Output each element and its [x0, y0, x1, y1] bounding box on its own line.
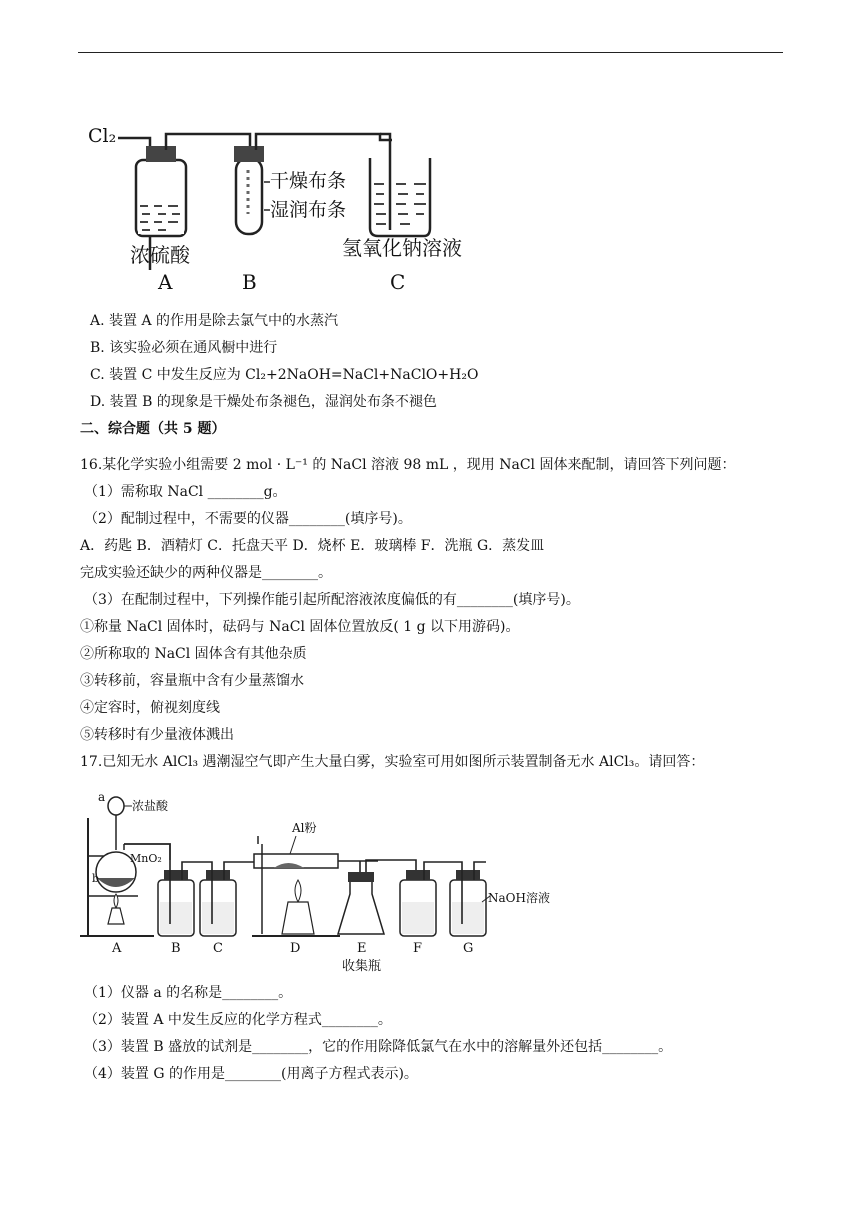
header-rule	[78, 52, 783, 53]
fig1-label-a-reagent: 浓硫酸	[130, 243, 190, 267]
fig2-letter-d: D	[290, 941, 301, 956]
q15-option-b: B. 该实验必须在通风橱中进行	[90, 340, 278, 356]
fig1-letter-c: C	[390, 270, 406, 294]
q16-part-1: （1）需称取 NaCl ________g。	[84, 484, 287, 500]
fig2-label-a: a	[98, 790, 106, 804]
q17-part-1: （1）仪器 a 的名称是________。	[84, 985, 293, 1001]
fig1-label-c-reagent: 氢氧化钠溶液	[342, 236, 462, 260]
fig2-mno2: MnO₂	[130, 852, 162, 865]
fig2-naoh: NaOH溶液	[488, 891, 550, 905]
fig1-letter-b: B	[242, 270, 257, 294]
q17-part-3: （3）装置 B 盛放的试剂是________，它的作用除降低氯气在水中的溶解量外还包括________。	[84, 1039, 673, 1055]
q16-op-1: ①称量 NaCl 固体时，砝码与 NaCl 固体位置放反( 1 g 以下用游码)。	[80, 619, 520, 635]
q16-instruments: A．药匙 B．酒精灯 C．托盘天平 D．烧杯 E．玻璃棒 F．洗瓶 G．蒸发皿	[80, 538, 545, 554]
q17-stem: 17.已知无水 AlCl₃ 遇潮湿空气即产生大量白雾，实验室可用如图所示装置制备无水 AlCl₃。请回答：	[80, 754, 705, 770]
fig2-letter-g: G	[463, 941, 474, 956]
q16-part-2: （2）配制过程中，不需要的仪器________(填序号)。	[84, 511, 412, 527]
q17-part-2: （2）装置 A 中发生反应的化学方程式________。	[84, 1012, 392, 1028]
q16-op-3: ③转移前，容量瓶中含有少量蒸馏水	[80, 673, 304, 689]
fig2-collector: 收集瓶	[342, 959, 382, 974]
fig2-letter-f: F	[413, 941, 423, 956]
q16-op-5: ⑤转移时有少量液体溅出	[80, 727, 234, 743]
flask-e	[338, 880, 384, 934]
q15-option-c: C. 装置 C 中发生反应为 Cl₂+2NaOH=NaCl+NaClO+H₂O	[90, 367, 479, 383]
fig2-letter-e: E	[357, 941, 367, 956]
fig2-letter-a: A	[112, 941, 122, 956]
tube-b	[236, 158, 262, 234]
figure-chlorine-apparatus	[80, 110, 500, 295]
q16-stem: 16.某化学实验小组需要 2 mol · L⁻¹ 的 NaCl 溶液 98 mL ，现用 NaCl 固体来配制，请回答下列问题：	[80, 457, 736, 473]
q16-missing: 完成实验还缺少的两种仪器是________。	[80, 565, 332, 581]
fig2-letter-c: C	[213, 941, 223, 956]
fig1-gas-label: Cl₂	[88, 125, 117, 147]
q17-part-4: （4）装置 G 的作用是________(用离子方程式表示)。	[84, 1066, 418, 1082]
fig1-dry-cloth: 干燥布条	[270, 170, 347, 192]
fig2-label-b: b	[92, 872, 100, 885]
q16-op-4: ④定容时，俯视刻度线	[80, 700, 220, 716]
fig2-hcl: 浓盐酸	[132, 799, 169, 813]
fig1-wet-cloth: 湿润布条	[270, 199, 347, 221]
q15-option-a: A. 装置 A 的作用是除去氯气中的水蒸汽	[90, 313, 339, 329]
q16-part-3: （3）在配制过程中，下列操作能引起所配溶液浓度偏低的有________(填序号)。	[84, 592, 580, 608]
figure-alcl3-apparatus	[78, 784, 578, 974]
q15-option-d: D. 装置 B 的现象是干燥处布条褪色，湿润处布条不褪色	[90, 394, 437, 410]
q16-op-2: ②所称取的 NaCl 固体含有其他杂质	[80, 646, 307, 662]
section-title: 二、综合题（共 5 题）	[80, 421, 226, 437]
fig1-letter-a: A	[158, 270, 173, 294]
fig2-letter-b: B	[171, 941, 181, 956]
fig2-al: Al粉	[292, 821, 317, 835]
